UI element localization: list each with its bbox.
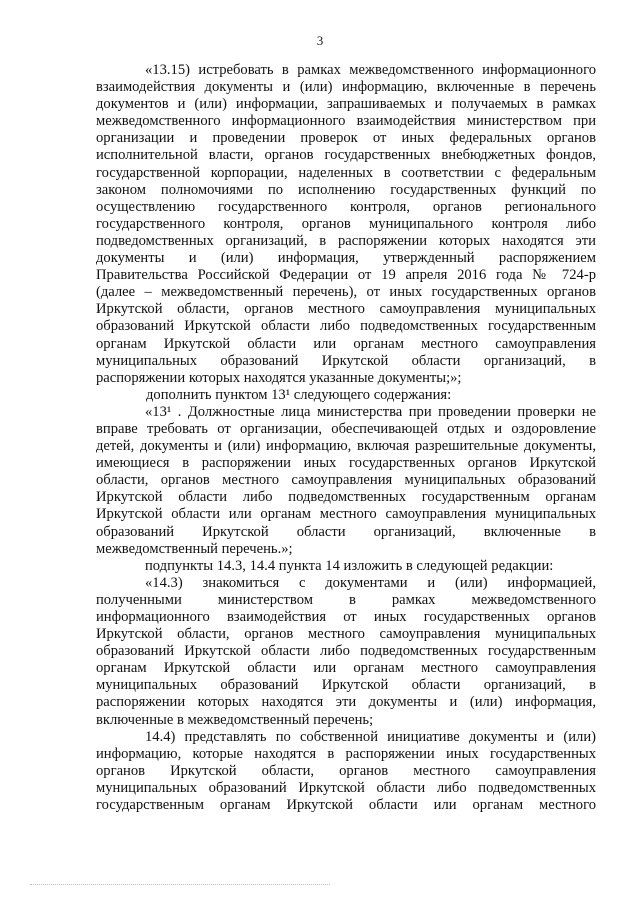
document-body: [96, 62, 596, 814]
text-line: межведомственного информационного взаимодействия министерством при: [96, 113, 596, 130]
text-line: образований Иркутской области организаций, включенные в: [96, 523, 596, 540]
text-line: государственного контроля, органов муниципального контроля либо: [96, 215, 596, 232]
text-line: подпункты 14.3, 14.4 пункта 14 изложить в следующей редакции:: [145, 557, 554, 574]
text-line: законом полномочиями по исполнению государственных функций по: [96, 181, 596, 198]
text-line: муниципальных образований Иркутской области организаций, в: [96, 677, 596, 694]
text-line: взаимодействия документы и (или) информацию, включенные в перечень: [96, 79, 596, 96]
text-line: органам Иркутской области или органам местного самоуправления: [96, 335, 596, 352]
text-line: Иркутской области, органов местного самоуправления муниципальных: [96, 626, 596, 643]
text-line: (далее – межведомственный перечень), от иных государственных органов: [96, 284, 596, 301]
text-line: области, органов местного самоуправления муниципальных образований: [96, 472, 596, 489]
text-line: государственной корпорации, наделенных в соответствии с федеральным: [96, 164, 596, 181]
text-line: муниципальных образований Иркутской области организаций, в: [96, 352, 596, 369]
scan-edge-divider: [30, 884, 330, 885]
text-line: осуществлению государственного контроля, органов регионального: [96, 198, 596, 215]
text-line: образований Иркутской области либо подведомственных государственным: [96, 643, 596, 660]
text-line: органов Иркутской области, органов местного самоуправления: [96, 762, 596, 779]
text-line: распоряжении которых находятся указанные документы;»;: [96, 369, 462, 386]
text-line: исполнительной власти, органов государственных внебюджетных фондов,: [96, 147, 596, 164]
text-line: Иркутской области либо подведомственных государственным органам: [96, 489, 596, 506]
text-line: имеющиеся в распоряжении иных государственных органов Иркутской: [96, 455, 596, 472]
text-line: полученными министерством в рамках межведомственного: [96, 591, 596, 608]
text-line: Иркутской области или органам местного самоуправления муниципальных: [96, 506, 596, 523]
text-line: информацию, которые находятся в распоряжении иных государственных: [96, 745, 596, 762]
text-line: документов и (или) информации, запрашиваемых и получаемых в рамках: [96, 96, 596, 113]
text-line: органам Иркутской области или органам местного самоуправления: [96, 660, 596, 677]
text-line: межведомственный перечень.»;: [96, 540, 293, 557]
text-line: 14.4) представлять по собственной инициативе документы и (или): [145, 728, 596, 745]
text-line: документы и (или) информация, утвержденный распоряжением: [96, 250, 596, 267]
text-line: «13¹ . Должностные лица министерства при проведении проверки не: [145, 403, 596, 420]
text-line: муниципальных образований Иркутской области либо подведомственных: [96, 779, 596, 796]
text-line: «13.15) истребовать в рамках межведомственного информационного: [145, 62, 596, 78]
text-line: распоряжении которых находятся эти документы и (или) информация,: [96, 694, 596, 711]
text-line: Иркутской области, органов местного самоуправления муниципальных: [96, 301, 596, 318]
text-line: вправе требовать от организации, обеспечивающей отдых и оздоровление: [96, 420, 596, 437]
text-line: дополнить пунктом 13¹ следующего содержания:: [146, 386, 452, 403]
text-line: Правительства Российской Федерации от 19 апреля 2016 года № 724-р: [96, 267, 596, 284]
text-line: детей, документы и (или) информацию, включая разрешительные документы,: [96, 438, 596, 455]
text-line: информационного взаимодействия от иных государственных органов: [96, 609, 596, 625]
text-line: подведомственных организаций, в распоряжении которых находятся эти: [96, 232, 596, 249]
text-line: организации и проведении проверок от иных федеральных органов: [96, 130, 596, 147]
text-line: образований Иркутской области либо подведомственных государственным: [96, 318, 596, 335]
text-line: включенные в межведомственный перечень;: [96, 711, 374, 728]
text-line: государственным органам Иркутской области или органам местного: [96, 797, 596, 814]
page-number: 3: [316, 33, 324, 48]
text-line: «14.3) знакомиться с документами и (или) информацией,: [145, 574, 596, 591]
